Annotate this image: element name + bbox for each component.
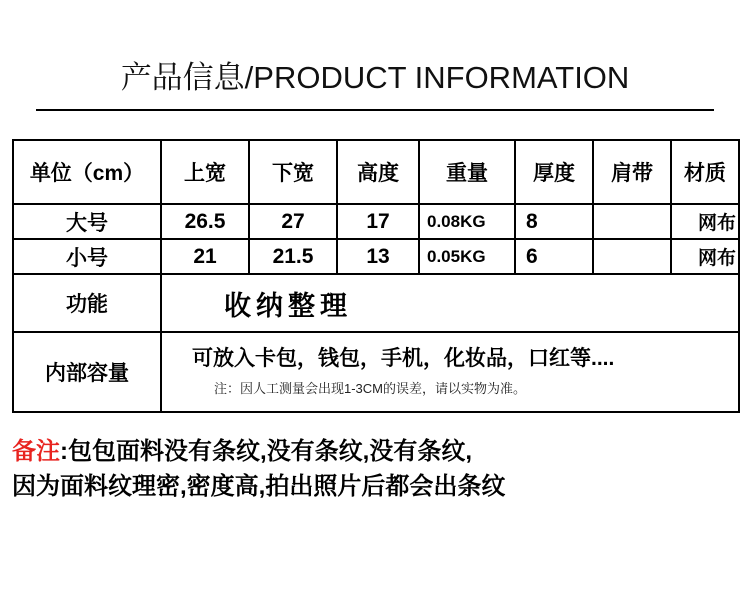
column-header-strap: 肩带 <box>593 140 671 204</box>
cell-strap-small <box>593 239 671 274</box>
capacity-label: 内部容量 <box>13 332 161 412</box>
cell-thickness-small: 6 <box>515 239 593 274</box>
cell-top-width-small: 21 <box>161 239 249 274</box>
page-title: 产品信息/PRODUCT INFORMATION <box>120 60 630 95</box>
remark-line-2: 因为面料纹理密,密度高,拍出照片后都会出条纹 <box>12 472 506 500</box>
cell-strap-large <box>593 204 671 239</box>
cell-bottom-width-large: 27 <box>249 204 337 239</box>
cell-thickness-large: 8 <box>515 204 593 239</box>
cell-weight-small: 0.05KG <box>419 239 515 274</box>
remark-section <box>12 435 750 505</box>
remark-text-1: 包包面料没有条纹,没有条纹,没有条纹, <box>68 438 473 465</box>
capacity-row <box>13 332 739 412</box>
column-header-top-width: 上宽 <box>161 140 249 204</box>
row-label-large: 大号 <box>13 204 161 239</box>
table-header-row <box>13 140 739 204</box>
title-divider <box>36 109 714 111</box>
cell-weight-large: 0.08KG <box>419 204 515 239</box>
cell-material-large: 网布 <box>671 204 739 239</box>
title-section <box>0 0 750 111</box>
table-row <box>13 204 739 239</box>
column-header-bottom-width: 下宽 <box>249 140 337 204</box>
capacity-value: 可放入卡包，钱包，手机，化妆品，口红等.... <box>192 347 615 371</box>
cell-height-small: 13 <box>337 239 419 274</box>
function-label: 功能 <box>13 274 161 332</box>
function-value: 收纳整理 <box>161 274 739 332</box>
remark-line-1 <box>12 435 750 470</box>
remark-colon: : <box>60 438 68 465</box>
table-row <box>13 239 739 274</box>
capacity-note: 注：因人工测量会出现1-3CM的误差，请以实物为准。 <box>214 380 527 396</box>
cell-top-width-large: 26.5 <box>161 204 249 239</box>
row-label-small: 小号 <box>13 239 161 274</box>
spec-table <box>12 139 740 413</box>
remark-label: 备注 <box>12 438 60 465</box>
cell-height-large: 17 <box>337 204 419 239</box>
capacity-cell <box>161 332 739 412</box>
function-row <box>13 274 739 332</box>
cell-material-small: 网布 <box>671 239 739 274</box>
column-header-weight: 重量 <box>419 140 515 204</box>
column-header-unit: 单位（cm） <box>13 140 161 204</box>
column-header-height: 高度 <box>337 140 419 204</box>
spec-table-wrapper <box>12 139 738 413</box>
column-header-material: 材质 <box>671 140 739 204</box>
cell-bottom-width-small: 21.5 <box>249 239 337 274</box>
column-header-thickness: 厚度 <box>515 140 593 204</box>
